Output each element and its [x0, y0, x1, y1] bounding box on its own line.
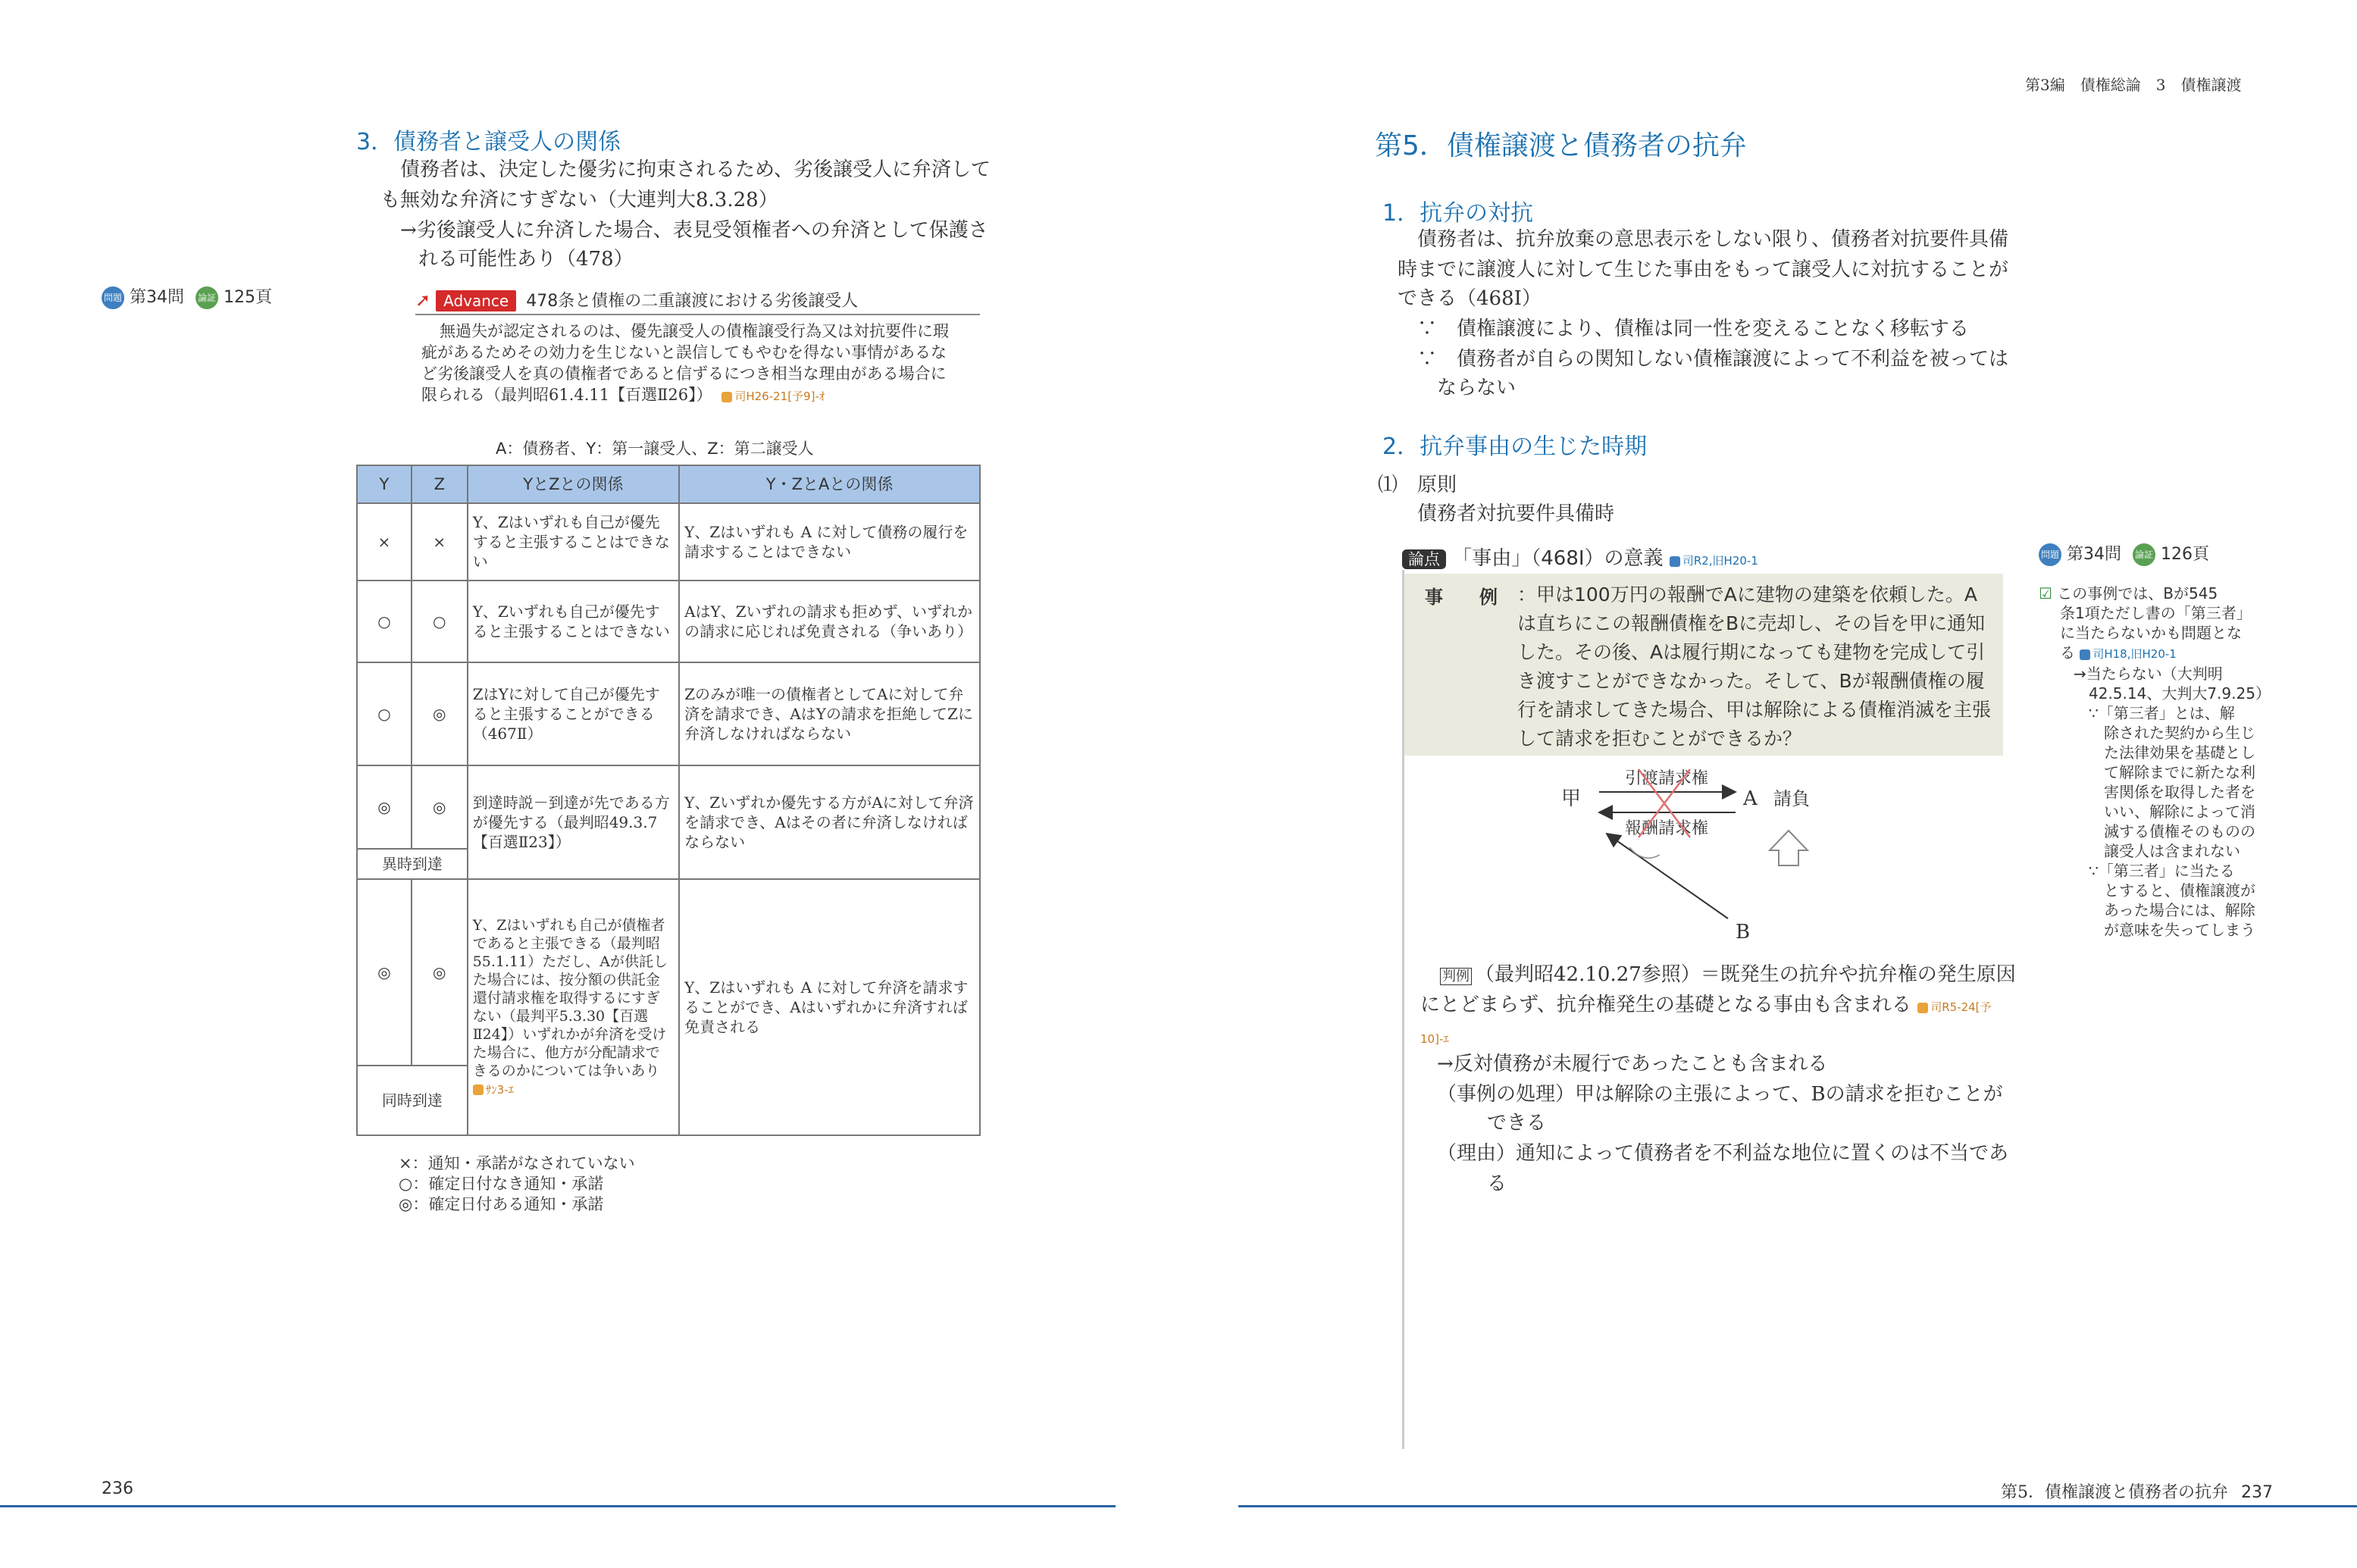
table-header: Y	[357, 465, 412, 503]
section-title: 2．抗弁事由の生じた時期	[1382, 433, 1648, 460]
question-ref[interactable]: 第34問	[130, 288, 184, 307]
cell-z: ◎	[412, 765, 468, 849]
ronten-title: 「事由」（468Ⅰ）の意義	[1452, 547, 1664, 570]
running-head: 第3編 債権総論 3 債権譲渡	[2025, 76, 2242, 94]
check-icon: ☑	[2039, 584, 2052, 602]
advance-line: 疵があるためその効力を生じないと誤信してもやむを得ない事情があるな	[421, 343, 947, 361]
advance-heading	[415, 288, 858, 311]
argument-ref[interactable]: 125頁	[224, 288, 272, 307]
table-row	[357, 879, 980, 1066]
body-line: 時までに譲渡人に対して生じた事由をもって譲受人に対抗することが	[1398, 258, 2009, 281]
diagram-ko: 甲	[1561, 787, 1582, 810]
cell-label: 同時到達	[357, 1066, 468, 1135]
diagram-bottom-label: 報酬請求権	[1625, 819, 1709, 838]
cell-z: ○	[412, 581, 468, 662]
cell-label: 異時到達	[357, 849, 468, 879]
body-line: →反対債務が未履行であったことも含まれる	[1437, 1053, 1828, 1075]
advance-badge: Advance	[436, 290, 516, 311]
side-note-line: ∵「第三者」に当たる	[2089, 862, 2235, 880]
side-note-line: 害関係を取得した者を	[2104, 783, 2255, 801]
side-note-line: に当たらないかも問題とな	[2060, 624, 2242, 642]
side-note-line: いい、解除によって消	[2104, 803, 2255, 821]
legend-item: ×：通知・承諾がなされていない	[399, 1154, 635, 1172]
side-note-line: →当たらない（大判明	[2074, 665, 2223, 683]
advance-line: ど劣後譲受人を真の債権者であると信ずるにつき相当な理由がある場合に	[421, 365, 947, 383]
advance-line: 限られる（最判昭61.4.11【百選Ⅱ26】） 司H26-21[予9]-ｵ	[421, 386, 825, 404]
advance-line: 無過失が認定されるのは、優先譲受人の債権譲受行為又は対抗要件に瑕	[440, 322, 949, 340]
table-header: YとZとの関係	[468, 465, 679, 503]
case-line: して請求を拒むことができるか？	[1517, 728, 1802, 750]
cell-a: Y、Zはいずれも A に対して債務の履行を請求することはできない	[679, 503, 980, 581]
ronten-ref[interactable]: 司R2,旧H20-1	[1670, 554, 1758, 568]
cell-y: ○	[357, 581, 412, 662]
table-row	[357, 581, 980, 662]
body-line: ∵ 債権譲渡により、債権は同一性を変えることなく移転する	[1417, 318, 1970, 340]
table-header: Z	[412, 465, 468, 503]
side-note	[2039, 584, 2271, 940]
cell-y: ◎	[357, 765, 412, 849]
legend-item: ◎：確定日付ある通知・承諾	[399, 1195, 604, 1213]
diagram-top-label: 引渡請求権	[1625, 769, 1709, 788]
body-line: ならない	[1437, 377, 1517, 399]
table-row	[357, 503, 980, 581]
diagram-ukeoi: 請負	[1773, 788, 1810, 809]
side-note-line: ∵「第三者」とは、解	[2089, 704, 2235, 722]
hanrei-line: にとどまらず、抗弁権発生の基礎となる事由も含まれる 司R5-24[予	[1420, 994, 1992, 1016]
legend-item: ○：確定日付なき通知・承諾	[399, 1175, 604, 1193]
cell-a: Y、Zはいずれも A に対して弁済を請求することができ、Aはいずれかに弁済すれば免責される	[679, 879, 980, 1135]
side-note-line: て解除までに新たな利	[2104, 763, 2255, 781]
body-line: →劣後譲受人に弁済した場合、表見受領権者への弁済として保護さ	[400, 219, 988, 242]
cell-y: ×	[357, 503, 412, 581]
side-note-line: る 司H18,旧H20-1	[2060, 643, 2177, 662]
question-ref[interactable]: 第34問	[2067, 545, 2121, 564]
argument-icon: 論証	[196, 286, 218, 309]
advance-ref[interactable]: 司H26-21[予9]-ｵ	[721, 390, 825, 403]
cell-z: ◎	[412, 879, 468, 1066]
side-note-line: た法律効果を基礎とし	[2104, 743, 2255, 762]
advance-arrow-icon: ➚	[415, 290, 431, 311]
cell-a: AはY、Zいずれの請求も拒めず、いずれかの請求に応じれば免責される（争いあり）	[679, 581, 980, 662]
side-ref	[2039, 541, 2209, 566]
side-note-line: 譲受人は含まれない	[2104, 842, 2240, 860]
cell-y: ○	[357, 662, 412, 765]
cell-yz: 到達時説－到達が先である方が優先する（最判昭49.3.7【百選Ⅱ23】）	[468, 765, 679, 879]
diagram-arc	[1629, 847, 1660, 858]
cell-y: ◎	[357, 879, 412, 1066]
side-note-line: ☑ この事例では、Bが545	[2039, 584, 2218, 602]
up-arrow-icon	[1770, 831, 1808, 865]
case-label: 事 例	[1425, 587, 1498, 608]
side-note-line: が意味を失ってしまう	[2104, 921, 2255, 939]
argument-ref[interactable]: 126頁	[2161, 545, 2209, 564]
advance-title: 478条と債権の二重譲渡における劣後譲受人	[526, 292, 859, 311]
table-row	[357, 662, 980, 765]
side-note-line: 条1項ただし書の「第三者」	[2060, 604, 2252, 622]
argument-icon: 論証	[2133, 543, 2155, 566]
diagram-arrow-b	[1607, 834, 1728, 919]
hanrei-line: 判例 （最判昭42.10.27参照）＝既発生の抗弁や抗弁権の発生原因	[1440, 959, 2016, 992]
hanrei-ref-cont[interactable]: 10]-ｴ	[1420, 1032, 1449, 1046]
body-line: る	[1487, 1172, 1507, 1195]
priority-table	[356, 465, 981, 1136]
hanrei-badge: 判例	[1440, 968, 1472, 985]
side-ref	[102, 284, 272, 309]
ronten-heading	[1402, 543, 1758, 571]
page-number: 237	[2241, 1483, 2273, 1502]
side-note-line: あった場合には、解除	[2104, 901, 2255, 919]
case-line: き渡すことができなかった。そして、Bが報酬債権の履	[1517, 670, 1985, 692]
page-footer	[2001, 1479, 2273, 1503]
case-diagram	[1546, 758, 1849, 947]
footer-rule	[0, 1505, 1116, 1507]
cell-z: ◎	[412, 662, 468, 765]
case-line: 行を請求してきた場合、甲は解除による債権消滅を主張	[1517, 699, 1992, 721]
cell-yz: Y、Zいずれも自己が優先すると主張することはできない	[468, 581, 679, 662]
question-icon: 問題	[102, 286, 124, 309]
table-row	[357, 765, 980, 849]
cell-yz: Y、Zはいずれも自己が優先すると主張することはできない	[468, 503, 679, 581]
cell-yz: Y、Zはいずれも自己が債権者であると主張できる（最判昭55.1.11）ただし、Aが供託した場合には、按分額の供託金還付請求権を取得するにすぎない（最判平5.3.30【百選Ⅱ24】）いずれかが弁済を受けた場合に、他方が分配請求できるのかについては争いあり ｻﾝ3-ｴ	[468, 879, 679, 1135]
side-note-line: 滅する債権そのものの	[2104, 822, 2255, 840]
hanrei-ref[interactable]: 司R5-24[予	[1917, 1000, 1991, 1014]
case-line: は直ちにこの報酬債権をBに売却し、その旨を甲に通知	[1517, 612, 1986, 634]
section-title: 1．抗弁の対抗	[1382, 200, 1534, 227]
body-line: 債務者は、抗弁放棄の意思表示をしない限り、債務者対抗要件具備	[1417, 228, 2009, 251]
cell-a: Zのみが唯一の債権者としてAに対して弁済を請求でき、AはYの請求を拒絶してZに弁済しなければならない	[679, 662, 980, 765]
body-line: れる可能性あり（478）	[418, 248, 634, 271]
section-title: 3．債務者と譲受人の関係	[356, 129, 621, 155]
body-line: 債務者は、決定した優劣に拘束されるため、劣後譲受人に弁済して	[400, 158, 991, 181]
body-line: （理由）通知によって債務者を不利益な地位に置くのは不当であ	[1437, 1142, 2009, 1165]
side-note-line: 除された契約から生じ	[2104, 724, 2255, 742]
diagram-b: B	[1736, 921, 1751, 944]
body-line: （事例の処理）甲は解除の主張によって、Bの請求を拒むことが	[1437, 1083, 2003, 1106]
diagram-a: A	[1743, 787, 1758, 810]
body-line: も無効な弁済にすぎない（大連判大8.3.28）	[380, 189, 778, 211]
footer-rule	[1238, 1505, 2357, 1507]
question-icon: 問題	[2039, 543, 2061, 566]
cell-a: Y、Zいずれか優先する方がAに対して弁済を請求でき、Aはその者に弁済しなければならない	[679, 765, 980, 879]
side-note-line: 42.5.14、大判大7.9.25）	[2089, 684, 2271, 703]
cell-yz: ZはYに対して自己が優先すると主張することができる（467Ⅱ）	[468, 662, 679, 765]
body-line: ∵ 債務者が自らの関知しない債権譲渡によって不利益を被っては	[1417, 348, 2009, 371]
page-number: 236	[102, 1479, 133, 1498]
case-line: した。その後、Aは履行期になっても建物を完成して引	[1517, 641, 1986, 663]
case-line: ：甲は100万円の報酬でAに建物の建築を依頼した。A	[1517, 584, 1977, 606]
table-header: Y・ZとAとの関係	[679, 465, 980, 503]
body-line: できる	[1487, 1112, 1547, 1135]
cell-ref[interactable]: ｻﾝ3-ｴ	[473, 1083, 514, 1097]
advance-divider	[415, 314, 980, 315]
chapter-title: 第5．債権譲渡と債務者の抗弁	[1375, 130, 1747, 161]
body-line: できる（468Ⅰ）	[1398, 287, 1542, 310]
body-line: 債務者対抗要件具備時	[1417, 502, 1615, 525]
side-note-ref[interactable]: 司H18,旧H20-1	[2080, 647, 2176, 661]
footer-title: 第5．債権譲渡と債務者の抗弁	[2001, 1483, 2228, 1502]
ronten-badge: 論点	[1402, 549, 1446, 569]
table-caption: A：債務者、Y：第一譲受人、Z：第二譲受人	[496, 440, 814, 458]
subsection-title: ⑴ 原則	[1378, 474, 1457, 496]
side-note-line: とすると、債権譲渡が	[2104, 881, 2255, 900]
cell-z: ×	[412, 503, 468, 581]
